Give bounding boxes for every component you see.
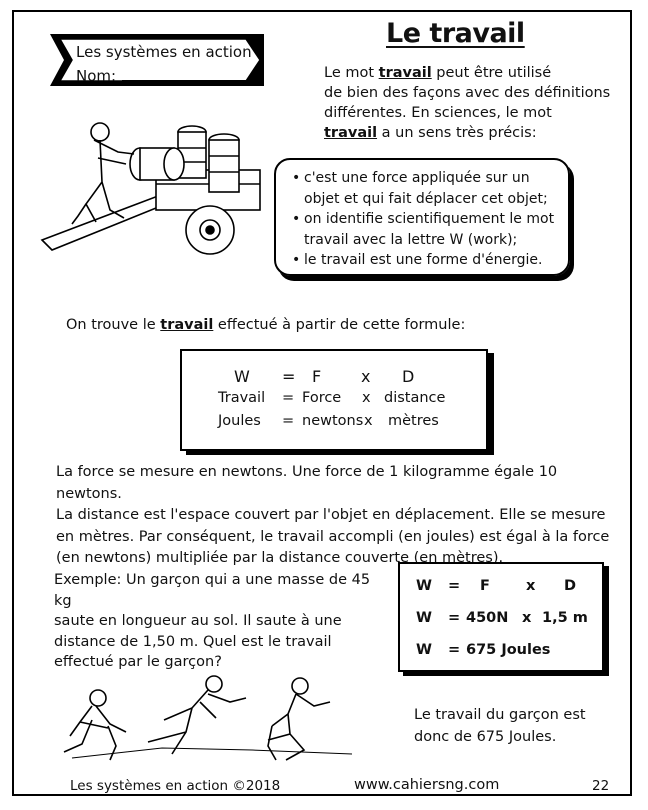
name-label: Nom:	[76, 67, 117, 85]
definition-box	[274, 158, 570, 276]
footer-copyright: Les systèmes en action ©2018	[70, 778, 281, 794]
banner-text	[76, 40, 252, 88]
example-problem: Exemple: Un garçon qui a une masse de 45 kg saute en longueur au sol. Il saute à une distance de 1,50 m. Quel est le travail effectué par le garçon?	[54, 572, 371, 670]
intro-text: Le mot travail peut être utilisé de bien des façons avec des définitions différentes. En sciences, le mot travail a un sens très précis:	[324, 65, 611, 141]
worker-barrel-illustration	[38, 112, 270, 272]
footer-website-link[interactable]: www.cahiersng.com	[354, 777, 500, 793]
page-number: 22	[592, 778, 610, 794]
definition-item: • le travail est une forme d'énergie.	[284, 250, 560, 271]
long-jump-illustration	[52, 662, 364, 770]
formula-box: W = F x D Travail = Force x distance Joules = newtons x mètres	[180, 349, 488, 451]
page-title: Le travail	[386, 18, 525, 49]
explanation-paragraph: La force se mesure en newtons. Une force de 1 kilogramme égale 10 newtons. La distance est l'espace couvert par l'objet en déplacement. Elle se mesure en mètres. Par conséquent, le travail accompli (en joules) est égal à la force (en newtons) multipliée par la distance couverte (en mètres).	[56, 464, 610, 566]
keyword-travail: travail	[324, 125, 378, 141]
formula-intro: On trouve le travail effectué à partir de cette formule:	[66, 317, 466, 333]
solution-box: W = F x D W = 450N x 1,5 m W = 675 Joules	[398, 562, 604, 672]
banner-title: Les systèmes en action	[76, 43, 252, 61]
definition-item: • c'est une force appliquée sur un objet et qui fait déplacer cet objet;	[284, 168, 560, 209]
keyword-travail: travail	[378, 65, 432, 81]
conclusion-text: Le travail du garçon est donc de 675 Joules.	[414, 707, 586, 745]
name-field[interactable]	[122, 66, 246, 81]
keyword-travail: travail	[160, 317, 214, 333]
definition-item: • on identifie scientifiquement le mot travail avec la lettre W (work);	[284, 209, 560, 250]
